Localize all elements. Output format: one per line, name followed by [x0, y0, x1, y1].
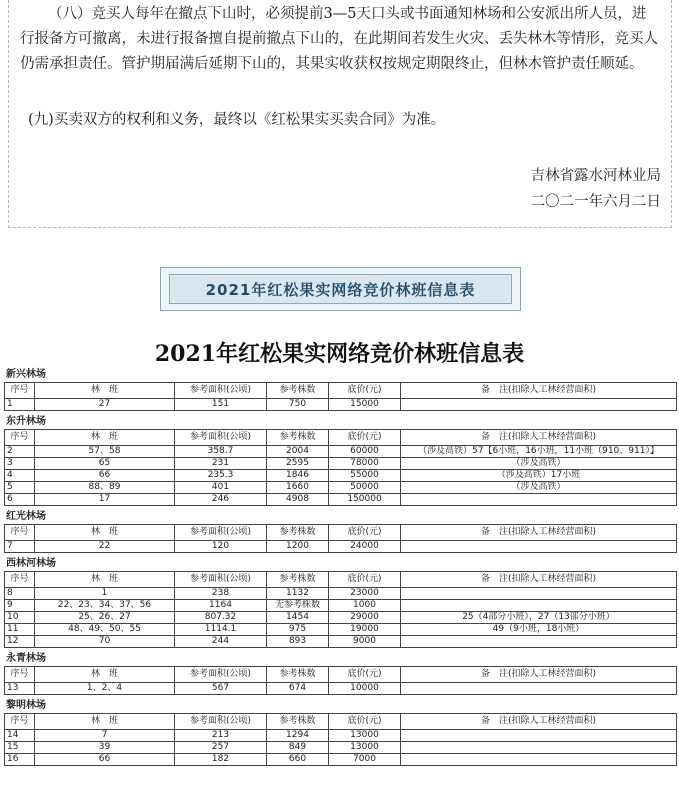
column-header-area: 参考面积(公顷) [175, 667, 267, 683]
table-header-row [5, 525, 677, 541]
column-header-note: 备 注(扣除人工林经营面积) [401, 714, 677, 730]
cell-seq: 16 [5, 754, 35, 766]
column-header-seq: 序号 [5, 667, 35, 683]
cell-block: 25、26、27 [35, 612, 175, 624]
cell-trees: 975 [267, 624, 329, 636]
cell-seq: 5 [5, 482, 35, 494]
cell-price: 10000 [329, 683, 401, 695]
column-header-price: 底价(元) [329, 572, 401, 588]
cell-note: （涉及高铁） [401, 482, 677, 494]
column-header-block: 林 班 [35, 430, 175, 446]
cell-price: 1000 [329, 600, 401, 612]
cell-seq: 3 [5, 458, 35, 470]
table-row [5, 541, 677, 553]
farm-table [4, 429, 677, 506]
notice-signer: 吉林省露水河林业局 [530, 168, 661, 184]
column-header-area: 参考面积(公顷) [175, 714, 267, 730]
column-header-trees: 参考株数 [267, 667, 329, 683]
column-header-note: 备 注(扣除人工林经营面积) [401, 430, 677, 446]
cell-area: 401 [175, 482, 267, 494]
cell-area: 235.3 [175, 470, 267, 482]
cell-trees: 849 [267, 742, 329, 754]
cell-note [401, 683, 677, 695]
table-row [5, 494, 677, 506]
cell-trees: 1846 [267, 470, 329, 482]
cell-trees: 674 [267, 683, 329, 695]
cell-seq: 12 [5, 636, 35, 648]
cell-area: 246 [175, 494, 267, 506]
cell-area: 1114.1 [175, 624, 267, 636]
column-header-block: 林 班 [35, 525, 175, 541]
cell-seq: 2 [5, 446, 35, 458]
column-header-block: 林 班 [35, 383, 175, 399]
column-header-price: 底价(元) [329, 667, 401, 683]
column-header-seq: 序号 [5, 714, 35, 730]
column-header-price: 底价(元) [329, 383, 401, 399]
column-header-trees: 参考株数 [267, 714, 329, 730]
cell-trees: 2595 [267, 458, 329, 470]
table-header-row [5, 667, 677, 683]
cell-block: 57、58 [35, 446, 175, 458]
farm-name: 东升林场 [6, 416, 46, 427]
table-row [5, 636, 677, 648]
cell-block: 22 [35, 541, 175, 553]
cell-note [401, 742, 677, 754]
cell-seq: 8 [5, 588, 35, 600]
cell-block: 48、49、50、55 [35, 624, 175, 636]
cell-area: 567 [175, 683, 267, 695]
cell-seq: 10 [5, 612, 35, 624]
cell-trees: 1132 [267, 588, 329, 600]
cell-price: 23000 [329, 588, 401, 600]
cell-price: 29000 [329, 612, 401, 624]
table-row [5, 730, 677, 742]
cell-seq: 7 [5, 541, 35, 553]
cell-block: 66 [35, 754, 175, 766]
cell-note [401, 588, 677, 600]
column-header-block: 林 班 [35, 572, 175, 588]
cell-seq: 13 [5, 683, 35, 695]
table-row [5, 742, 677, 754]
column-header-seq: 序号 [5, 430, 35, 446]
column-header-price: 底价(元) [329, 714, 401, 730]
column-header-seq: 序号 [5, 383, 35, 399]
column-header-trees: 参考株数 [267, 525, 329, 541]
cell-trees: 2004 [267, 446, 329, 458]
cell-price: 78000 [329, 458, 401, 470]
cell-trees: 1200 [267, 541, 329, 553]
cell-area: 231 [175, 458, 267, 470]
table-title: 2021年红松果实网络竞价林班信息表 [154, 341, 525, 367]
cell-price: 9000 [329, 636, 401, 648]
table-row [5, 458, 677, 470]
cell-price: 24000 [329, 541, 401, 553]
cell-block: 65 [35, 458, 175, 470]
cell-trees: 660 [267, 754, 329, 766]
cell-price: 15000 [329, 399, 401, 411]
cell-area: 257 [175, 742, 267, 754]
cell-price: 150000 [329, 494, 401, 506]
cell-block: 70 [35, 636, 175, 648]
table-header-row [5, 572, 677, 588]
cell-area: 244 [175, 636, 267, 648]
cell-note: （涉及高铁） [401, 458, 677, 470]
notice-paragraph-8: （八）竞买人每年在撤点下山时，必须提前3—5天口头或书面通知林场和公安派出所人员，进行报备方可撤离，未进行报备擅自提前撤点下山的，在此期间若发生火灾、丢失林木等情形，竞买人仍需承担责任。管护期届满后延期下山的，其果实收获权按规定期限终止，但林木管护责任顺延。 [20, 6, 658, 72]
forest-block-table [4, 368, 676, 766]
cell-seq: 11 [5, 624, 35, 636]
section-banner-title: 2021年红松果实网络竞价林班信息表 [169, 274, 512, 304]
column-header-trees: 参考株数 [267, 430, 329, 446]
cell-note [401, 730, 677, 742]
cell-trees: 1294 [267, 730, 329, 742]
farm-table [4, 571, 677, 648]
cell-block: 39 [35, 742, 175, 754]
column-header-trees: 参考株数 [267, 383, 329, 399]
cell-note [401, 600, 677, 612]
cell-area: 120 [175, 541, 267, 553]
cell-price: 13000 [329, 730, 401, 742]
farm-name: 西林河林场 [6, 558, 56, 569]
farm-name: 黎明林场 [6, 700, 46, 711]
farm-table [4, 382, 677, 411]
cell-trees: 1660 [267, 482, 329, 494]
table-row [5, 754, 677, 766]
column-header-block: 林 班 [35, 667, 175, 683]
cell-area: 1164 [175, 600, 267, 612]
cell-area: 213 [175, 730, 267, 742]
cell-seq: 6 [5, 494, 35, 506]
cell-area: 182 [175, 754, 267, 766]
cell-note [401, 636, 677, 648]
table-header-row [5, 430, 677, 446]
column-header-note: 备 注(扣除人工林经营面积) [401, 525, 677, 541]
table-row [5, 588, 677, 600]
cell-note [401, 541, 677, 553]
cell-trees: 无参考株数 [267, 600, 329, 612]
table-header-row [5, 383, 677, 399]
farm-name: 新兴林场 [6, 369, 46, 380]
cell-trees: 750 [267, 399, 329, 411]
cell-block: 27 [35, 399, 175, 411]
cell-block: 88、89 [35, 482, 175, 494]
cell-price: 60000 [329, 446, 401, 458]
table-row [5, 482, 677, 494]
column-header-block: 林 班 [35, 714, 175, 730]
cell-seq: 15 [5, 742, 35, 754]
cell-note: （涉及高铁）17小班 [401, 470, 677, 482]
farm-table [4, 524, 677, 553]
cell-block: 17 [35, 494, 175, 506]
cell-trees: 4908 [267, 494, 329, 506]
column-header-area: 参考面积(公顷) [175, 572, 267, 588]
cell-seq: 4 [5, 470, 35, 482]
cell-area: 358.7 [175, 446, 267, 458]
column-header-area: 参考面积(公顷) [175, 383, 267, 399]
cell-note: 25（4部分小班），27（13部分小班） [401, 612, 677, 624]
cell-seq: 9 [5, 600, 35, 612]
column-header-seq: 序号 [5, 572, 35, 588]
cell-area: 807.32 [175, 612, 267, 624]
cell-area: 151 [175, 399, 267, 411]
cell-note [401, 494, 677, 506]
cell-block: 7 [35, 730, 175, 742]
cell-block: 22、23、34、37、56 [35, 600, 175, 612]
cell-price: 13000 [329, 742, 401, 754]
cell-block: 66 [35, 470, 175, 482]
cell-area: 238 [175, 588, 267, 600]
cell-note: 49（9小班，18小班） [401, 624, 677, 636]
notice-paragraph-9: (九)买卖双方的权利和义务，最终以《红松果实买卖合同》为准。 [28, 112, 446, 128]
cell-note: （涉及高铁）57【6小班，16小班，11小班（910、911）】 [401, 446, 677, 458]
section-banner [160, 267, 521, 311]
farm-table [4, 713, 677, 766]
cell-price: 7000 [329, 754, 401, 766]
cell-block: 1 [35, 588, 175, 600]
table-row [5, 624, 677, 636]
column-header-seq: 序号 [5, 525, 35, 541]
cell-trees: 893 [267, 636, 329, 648]
column-header-trees: 参考株数 [267, 572, 329, 588]
table-row [5, 600, 677, 612]
table-row [5, 446, 677, 458]
column-header-area: 参考面积(公顷) [175, 525, 267, 541]
column-header-area: 参考面积(公顷) [175, 430, 267, 446]
column-header-note: 备 注(扣除人工林经营面积) [401, 383, 677, 399]
farm-name: 红光林场 [6, 511, 46, 522]
cell-trees: 1454 [267, 612, 329, 624]
cell-price: 55000 [329, 470, 401, 482]
cell-note [401, 399, 677, 411]
cell-seq: 14 [5, 730, 35, 742]
cell-price: 19000 [329, 624, 401, 636]
column-header-note: 备 注(扣除人工林经营面积) [401, 572, 677, 588]
farm-name: 永青林场 [6, 653, 46, 664]
cell-note [401, 754, 677, 766]
column-header-note: 备 注(扣除人工林经营面积) [401, 667, 677, 683]
table-row [5, 683, 677, 695]
farm-table [4, 666, 677, 695]
table-row [5, 399, 677, 411]
notice-date: 二〇二一年六月二日 [530, 194, 661, 210]
table-header-row [5, 714, 677, 730]
cell-block: 1、2、4 [35, 683, 175, 695]
table-row [5, 612, 677, 624]
table-row [5, 470, 677, 482]
column-header-price: 底价(元) [329, 525, 401, 541]
column-header-price: 底价(元) [329, 430, 401, 446]
cell-seq: 1 [5, 399, 35, 411]
cell-price: 50000 [329, 482, 401, 494]
